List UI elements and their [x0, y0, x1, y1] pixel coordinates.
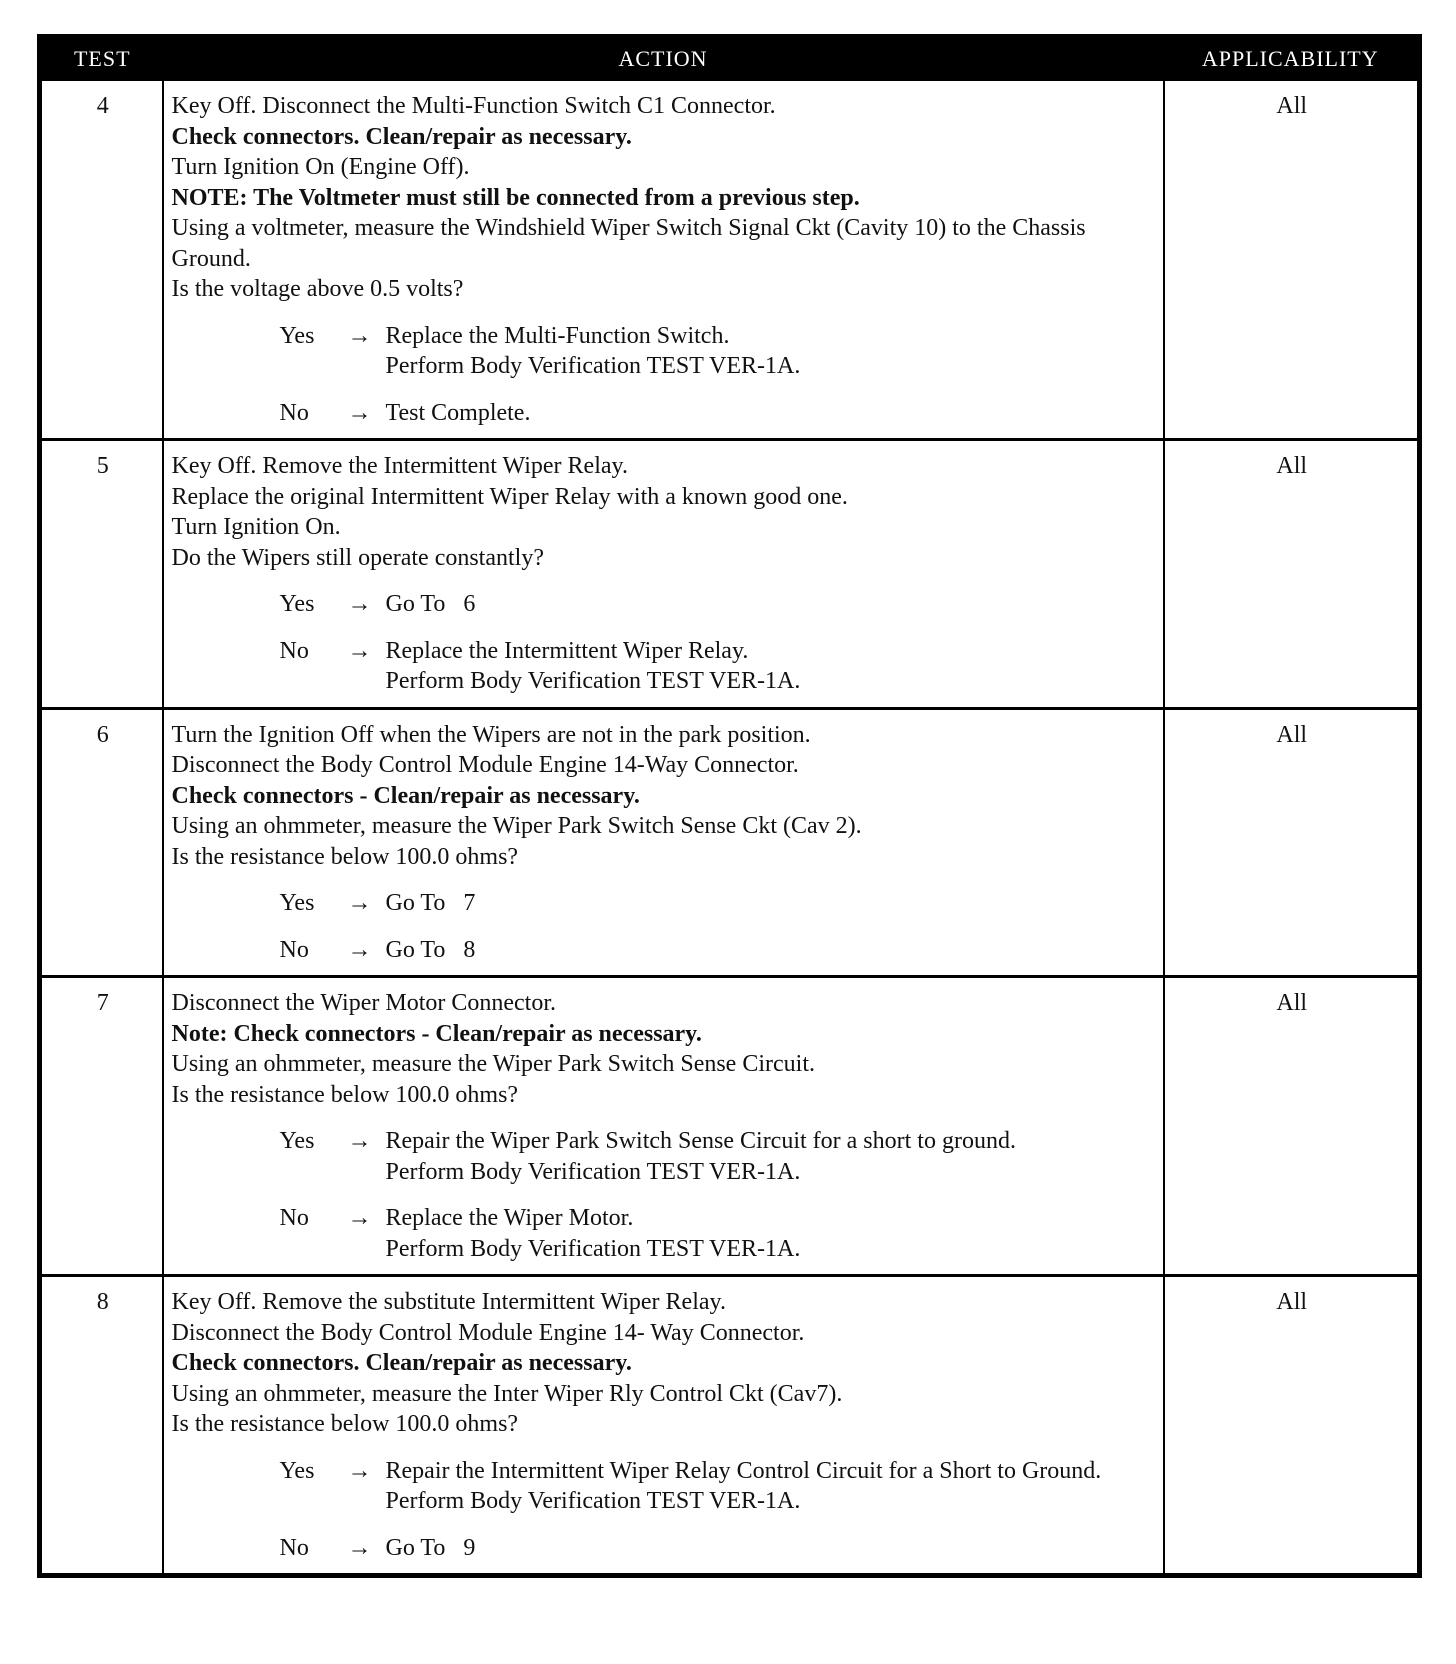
action-note: Note: Check connectors - Clean/repair as necessary. — [171, 1020, 702, 1047]
action-step: Key Off. Remove the Intermittent Wiper Relay. — [171, 453, 628, 479]
result-line: Go To 7 — [385, 890, 476, 916]
result-line: Replace the Intermittent Wiper Relay. — [385, 637, 749, 664]
result-line: Perform Body Verification TEST VER-1A. — [385, 1488, 801, 1514]
outcome-result — [386, 1533, 1157, 1564]
outcome-label: Yes — [279, 1128, 315, 1154]
action-cell — [163, 708, 1164, 977]
result-line: Perform Body Verification TEST VER-1A. — [385, 1235, 801, 1262]
outcome-label: Yes — [279, 591, 315, 617]
action-note: Check connectors. Clean/repair as necessary. — [171, 123, 632, 150]
outcome-no — [172, 398, 1157, 429]
outcome-label: No — [279, 399, 309, 426]
table-row — [40, 977, 1420, 1276]
result-line: Replace the Multi-Function Switch. — [385, 322, 730, 349]
applicability-cell: All — [1164, 80, 1420, 440]
result-line: Repair the Intermittent Wiper Relay Control Circuit for a Short to Ground. — [385, 1457, 1102, 1484]
action-step: Key Off. Remove the substitute Intermittent Wiper Relay. — [171, 1289, 726, 1315]
result-line: Perform Body Verification TEST VER-1A. — [385, 1158, 801, 1185]
action-step: Turn Ignition On. — [171, 514, 341, 540]
header-applicability: APPLICABILITY — [1164, 37, 1420, 81]
table-row — [40, 440, 1420, 709]
outcome-result — [386, 589, 1157, 620]
outcome-yes — [172, 888, 1157, 919]
outcome-label: Yes — [279, 890, 315, 916]
test-number: 4 — [40, 80, 163, 440]
outcome-result — [386, 888, 1157, 919]
right-arrow-icon: → — [347, 1534, 372, 1561]
right-arrow-icon: → — [347, 890, 372, 916]
table-row — [40, 1276, 1420, 1576]
outcome-no — [172, 1203, 1157, 1264]
outcome-result — [386, 1203, 1157, 1264]
result-line: Test Complete. — [385, 399, 531, 426]
action-cell — [163, 440, 1164, 709]
action-note: NOTE: The Voltmeter must still be connected from a previous step. — [171, 184, 860, 211]
outcome-result — [386, 935, 1157, 966]
right-arrow-icon: → — [347, 399, 372, 426]
test-number: 6 — [40, 708, 163, 977]
outcome-yes — [172, 321, 1157, 382]
action-step: Turn Ignition On (Engine Off). — [171, 154, 470, 180]
action-step: Using an ohmmeter, measure the Wiper Park Switch Sense Ckt (Cav 2). — [171, 813, 862, 839]
result-line: Replace the Wiper Motor. — [385, 1205, 634, 1231]
result-line: Perform Body Verification TEST VER-1A. — [385, 353, 801, 379]
header-action: ACTION — [163, 37, 1164, 81]
action-step: Using a voltmeter, measure the Windshield Wiper Switch Signal Ckt (Cavity 10) to the Chassis Ground. — [171, 215, 1086, 272]
right-arrow-icon: → — [347, 322, 372, 349]
outcome-yes — [172, 1456, 1157, 1517]
outcome-label: No — [279, 1534, 309, 1561]
action-step: Turn the Ignition Off when the Wipers are not in the park position. — [171, 721, 811, 748]
outcome-label: Yes — [279, 322, 315, 349]
action-cell — [163, 80, 1164, 440]
table-header — [40, 37, 1420, 81]
outcome-yes — [172, 1126, 1157, 1187]
action-step: Is the resistance below 100.0 ohms? — [171, 843, 519, 870]
action-note: Check connectors - Clean/repair as necessary. — [171, 782, 640, 809]
result-line: Perform Body Verification TEST VER-1A. — [385, 668, 801, 694]
action-step: Do the Wipers still operate constantly? — [171, 544, 544, 571]
outcome-no — [172, 1533, 1157, 1564]
outcome-no — [172, 636, 1157, 697]
test-number: 5 — [40, 440, 163, 709]
test-number: 7 — [40, 977, 163, 1276]
outcome-result — [386, 321, 1157, 382]
applicability-cell: All — [1164, 1276, 1420, 1576]
right-arrow-icon: → — [347, 637, 372, 664]
applicability-cell: All — [1164, 708, 1420, 977]
result-line: Go To 8 — [385, 936, 476, 963]
action-step: Using an ohmmeter, measure the Inter Wiper Rly Control Ckt (Cav7). — [171, 1380, 843, 1407]
action-step: Disconnect the Wiper Motor Connector. — [171, 990, 557, 1016]
applicability-cell: All — [1164, 977, 1420, 1276]
action-step: Is the resistance below 100.0 ohms? — [171, 1081, 519, 1108]
outcome-result — [386, 1456, 1157, 1517]
action-step: Replace the original Intermittent Wiper Relay with a known good one. — [171, 483, 848, 510]
outcome-label: No — [279, 637, 309, 664]
diagnostic-test-table — [37, 34, 1422, 1578]
action-cell — [163, 1276, 1164, 1576]
right-arrow-icon: → — [347, 591, 372, 617]
outcome-result — [386, 1126, 1157, 1187]
outcome-no — [172, 935, 1157, 966]
outcome-label: Yes — [279, 1457, 315, 1484]
test-number: 8 — [40, 1276, 163, 1576]
action-note: Check connectors. Clean/repair as necessary. — [171, 1350, 632, 1376]
outcome-result — [386, 398, 1157, 429]
action-step: Disconnect the Body Control Module Engine 14-Way Connector. — [171, 752, 799, 778]
result-line: Go To 9 — [385, 1534, 476, 1561]
right-arrow-icon: → — [347, 1457, 372, 1484]
outcome-yes — [172, 589, 1157, 620]
action-step: Disconnect the Body Control Module Engine 14- Way Connector. — [171, 1319, 805, 1346]
table-row — [40, 708, 1420, 977]
result-line: Repair the Wiper Park Switch Sense Circuit for a short to ground. — [385, 1128, 1016, 1154]
outcome-result — [386, 636, 1157, 697]
action-cell — [163, 977, 1164, 1276]
right-arrow-icon: → — [347, 1128, 372, 1154]
table-body — [40, 80, 1420, 1576]
right-arrow-icon: → — [347, 1205, 372, 1231]
action-step: Key Off. Disconnect the Multi-Function Switch C1 Connector. — [171, 93, 776, 119]
outcome-label: No — [279, 936, 309, 963]
table-row — [40, 80, 1420, 440]
outcome-label: No — [279, 1205, 309, 1231]
applicability-cell: All — [1164, 440, 1420, 709]
header-test: TEST — [40, 37, 163, 81]
result-line: Go To 6 — [385, 591, 476, 617]
action-step: Using an ohmmeter, measure the Wiper Park Switch Sense Circuit. — [171, 1051, 815, 1077]
right-arrow-icon: → — [347, 936, 372, 963]
action-step: Is the resistance below 100.0 ohms? — [171, 1411, 519, 1437]
action-step: Is the voltage above 0.5 volts? — [171, 276, 464, 302]
